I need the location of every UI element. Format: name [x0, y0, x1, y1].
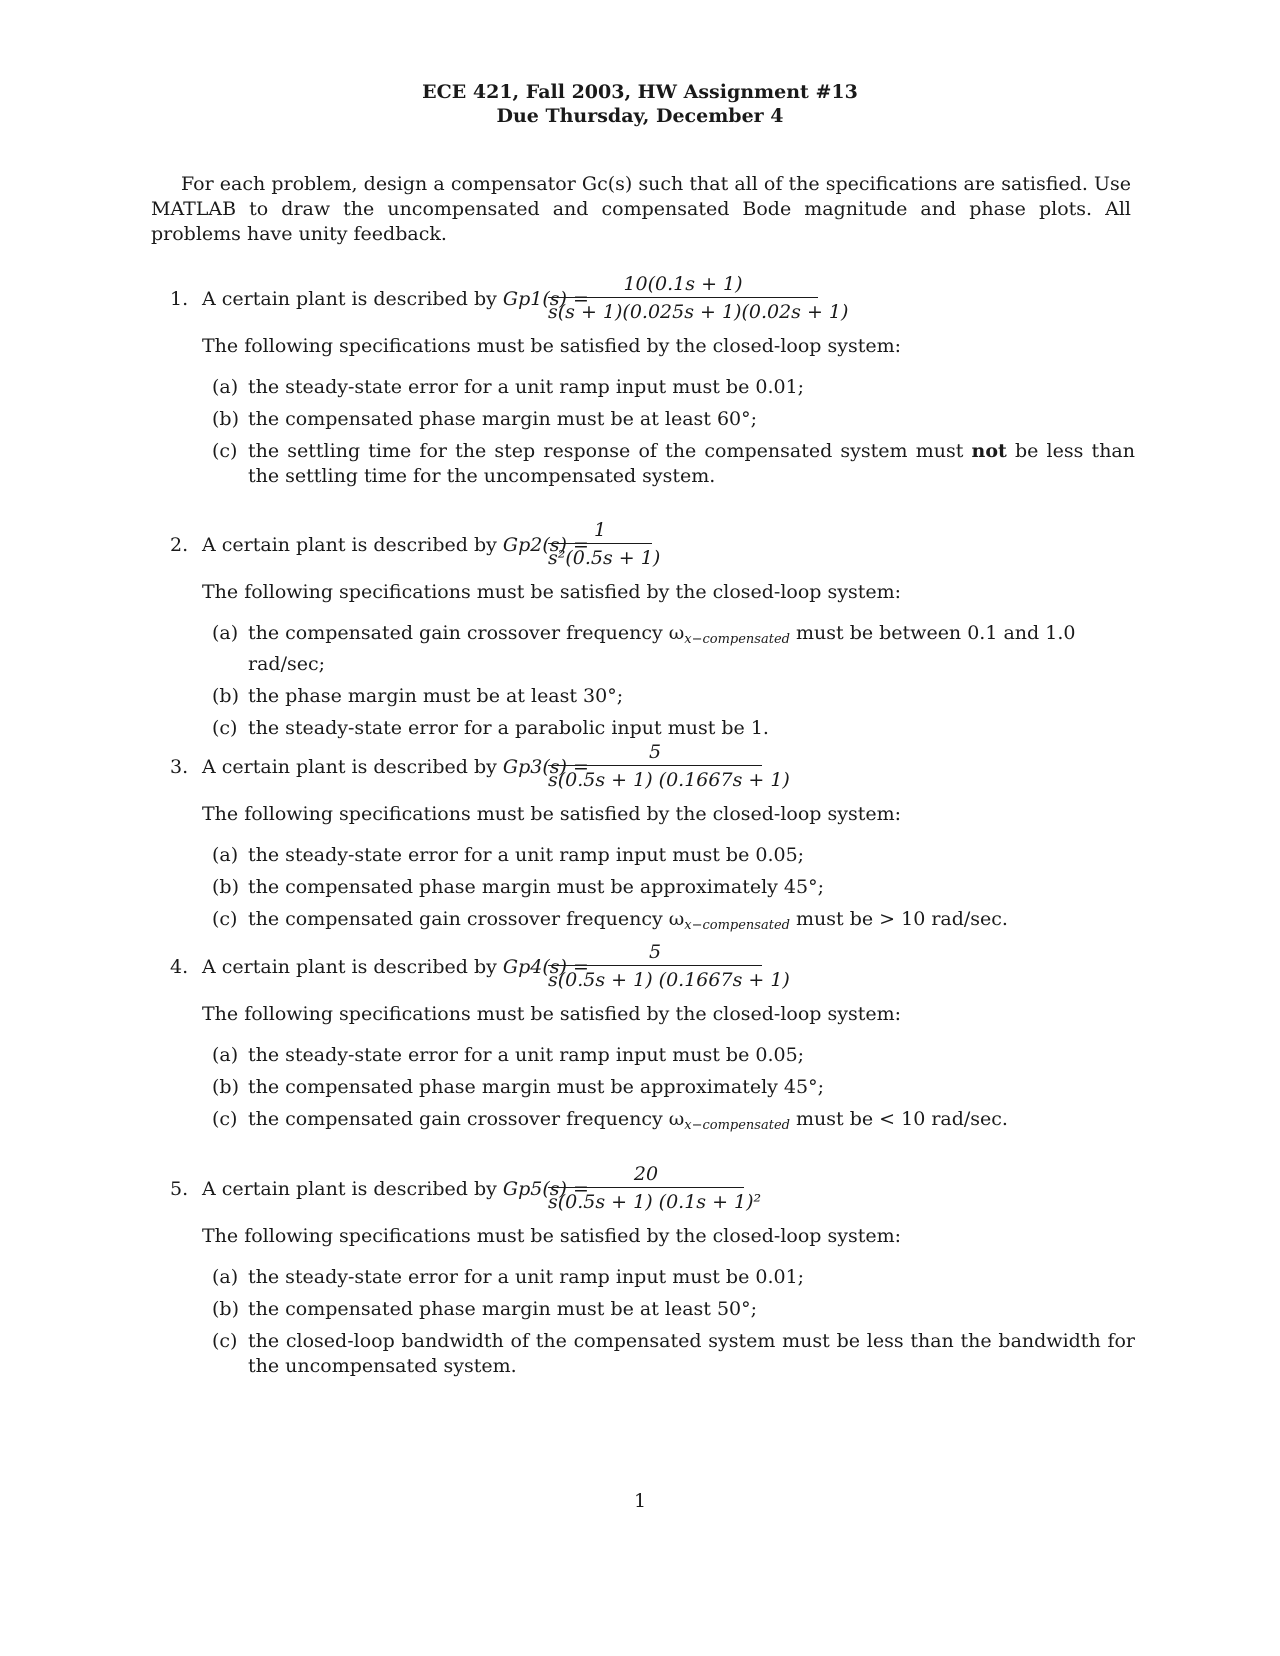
plant-name: Gp4(s) =	[502, 956, 589, 978]
spec-item: (b) the compensated phase margin must be at least 60°;	[212, 408, 758, 430]
transfer-function	[548, 940, 790, 993]
spec-list	[212, 621, 1135, 741]
tf-denominator: s(s + 1)(0.025s + 1)(0.02s + 1)	[548, 297, 818, 325]
problem-1	[170, 272, 1135, 496]
plant-name: Gp3(s) =	[502, 756, 589, 778]
plant-name: Gp2(s) =	[502, 534, 589, 556]
transfer-function	[548, 740, 790, 793]
spec-intro: The following specifications must be satisfied by the closed-loop system:	[202, 1225, 902, 1247]
spec-item: (a) the steady-state error for a unit ramp input must be 0.01;	[212, 376, 805, 398]
due-date: Due Thursday, December 4	[496, 105, 784, 127]
spec-item: (a) the steady-state error for a unit ramp input must be 0.01;	[212, 1266, 805, 1288]
problem-number: 5.	[170, 1178, 189, 1200]
spec-intro: The following specifications must be satisfied by the closed-loop system:	[202, 803, 902, 825]
spec-item: (c) the steady-state error for a parabolic input must be 1.	[212, 717, 769, 739]
spec-list	[212, 375, 1135, 489]
assignment-title: ECE 421, Fall 2003, HW Assignment #13	[422, 81, 858, 103]
page-number: 1	[633, 1490, 647, 1512]
tf-numerator: 5	[648, 741, 662, 763]
tf-numerator: 20	[633, 1163, 659, 1185]
problem-number: 1.	[170, 288, 189, 310]
spec-item: (b) the compensated phase margin must be approximately 45°;	[212, 1076, 825, 1098]
problem-5: 5. A certain plant is described by Gp5(s) = $\frac{20}{\text{s(0.5s + 1) (0.1s + 1)²}}$ The following specifications must be satisfied by the closed-loop system: (a) the steady-state error for a unit ramp input must be 0.01; (b) the compensated phase margin must be at least 50°; (c) the closed-loop bandwidth of the compensated system must be less than the bandwidth for the uncompensated system.	[170, 1163, 1135, 1377]
tf-numerator: 10(0.1s + 1)	[623, 273, 743, 295]
problem-number: 3.	[170, 756, 189, 778]
spec-intro: The following specifications must be satisfied by the closed-loop system:	[202, 581, 902, 603]
spec-item: (b) the compensated phase margin must be at least 50°;	[212, 1298, 758, 1320]
tf-numerator: 5	[648, 941, 662, 963]
spec-intro: The following specifications must be satisfied by the closed-loop system:	[202, 335, 902, 357]
transfer-function	[548, 518, 661, 571]
transfer-function	[548, 1162, 762, 1215]
emphasis-not: not	[971, 440, 1007, 462]
plant-name: Gp1(s) =	[502, 288, 589, 310]
spec-item: (a) the steady-state error for a unit ramp input must be 0.05;	[212, 844, 805, 866]
problem-3: 3. A certain plant is described by Gp3(s) = $\frac{5}{s(0.5s + 1) (0.1667s + 1)}$ The following specifications must be satisfied by the closed-loop system: (a) the steady-state error for a unit ramp input must be 0.05; (b) the compensated phase margin must be approximately 45°; (c) the compensated gain crossover frequency $\omega_{x-compensated}$ must be > 10 rad/sec.	[170, 740, 1135, 945]
spec-intro: The following specifications must be satisfied by the closed-loop system:	[202, 1003, 902, 1025]
spec-list	[212, 843, 1135, 938]
spec-item: (c) the compensated gain crossover frequency $\omega_{x-compensated}$ must be > 10 rad/sec.	[212, 908, 1008, 933]
spec-item: (b) the compensated phase margin must be approximately 45°;	[212, 876, 825, 898]
problem-lead: A certain plant is described by	[202, 288, 497, 310]
spec-item: (a) the compensated gain crossover frequency $\omega_{x-compensated}$ must be between 0.1 and 1.0 rad/sec;	[212, 622, 1076, 675]
spec-item: (b) the phase margin must be at least 30°;	[212, 685, 624, 707]
spec-list	[212, 1265, 1135, 1379]
spec-item: (c) the closed-loop bandwidth of the compensated system must be less than the bandwidth for the uncompensated system.	[212, 1330, 1135, 1377]
plant-name: Gp5(s) =	[502, 1178, 589, 1200]
tf-denominator: s²(0.5s + 1)	[548, 543, 652, 571]
spec-item: (c) the compensated gain crossover frequency $\omega_{x-compensated}$ must be < 10 rad/sec.	[212, 1108, 1008, 1133]
problem-2: 2. A certain plant is described by Gp2(s) = $\frac{1}{\text{s²(0.5s + 1)}}$ The following specifications must be satisfied by the closed-loop system: (a) the compensated gain crossover frequency $\omega_{x-compensated}$ must be between 0.1 and 1.0 rad/sec; (b) the phase margin must be at least 30°; (c) the steady-state error for a parabolic input must be 1.	[170, 518, 1135, 748]
problem-number: 2.	[170, 534, 189, 556]
spec-item: (c) the settling time for the step response of the compensated system must not be less than the settling time for the uncompensated system.	[212, 440, 1135, 487]
problem-4: 4. A certain plant is described by Gp4(s) = $\frac{5}{s(0.5s + 1) (0.1667s + 1)}$ The following specifications must be satisfied by the closed-loop system: (a) the steady-state error for a unit ramp input must be 0.05; (b) the compensated phase margin must be approximately 45°; (c) the compensated gain crossover frequency $\omega_{x-compensated}$ must be < 10 rad/sec.	[170, 940, 1135, 1145]
spec-item: (a) the steady-state error for a unit ramp input must be 0.05;	[212, 1044, 805, 1066]
transfer-function	[548, 272, 849, 325]
problem-number: 4.	[170, 956, 189, 978]
intro-paragraph: For each problem, design a compensator Gc(s) such that all of the specifications are satisfied. Use MATLAB to draw the uncompensated and compensated Bode magnitude and phase plots. All problems have unity feedback.	[151, 173, 1131, 245]
tf-denominator: s(0.5s + 1) (0.1s + 1)²	[548, 1187, 744, 1215]
tf-numerator: 1	[593, 519, 607, 541]
tf-denominator: s(0.5s + 1) (0.1667s + 1)	[548, 965, 762, 993]
spec-list	[212, 1043, 1135, 1138]
tf-denominator: s(0.5s + 1) (0.1667s + 1)	[548, 765, 762, 793]
